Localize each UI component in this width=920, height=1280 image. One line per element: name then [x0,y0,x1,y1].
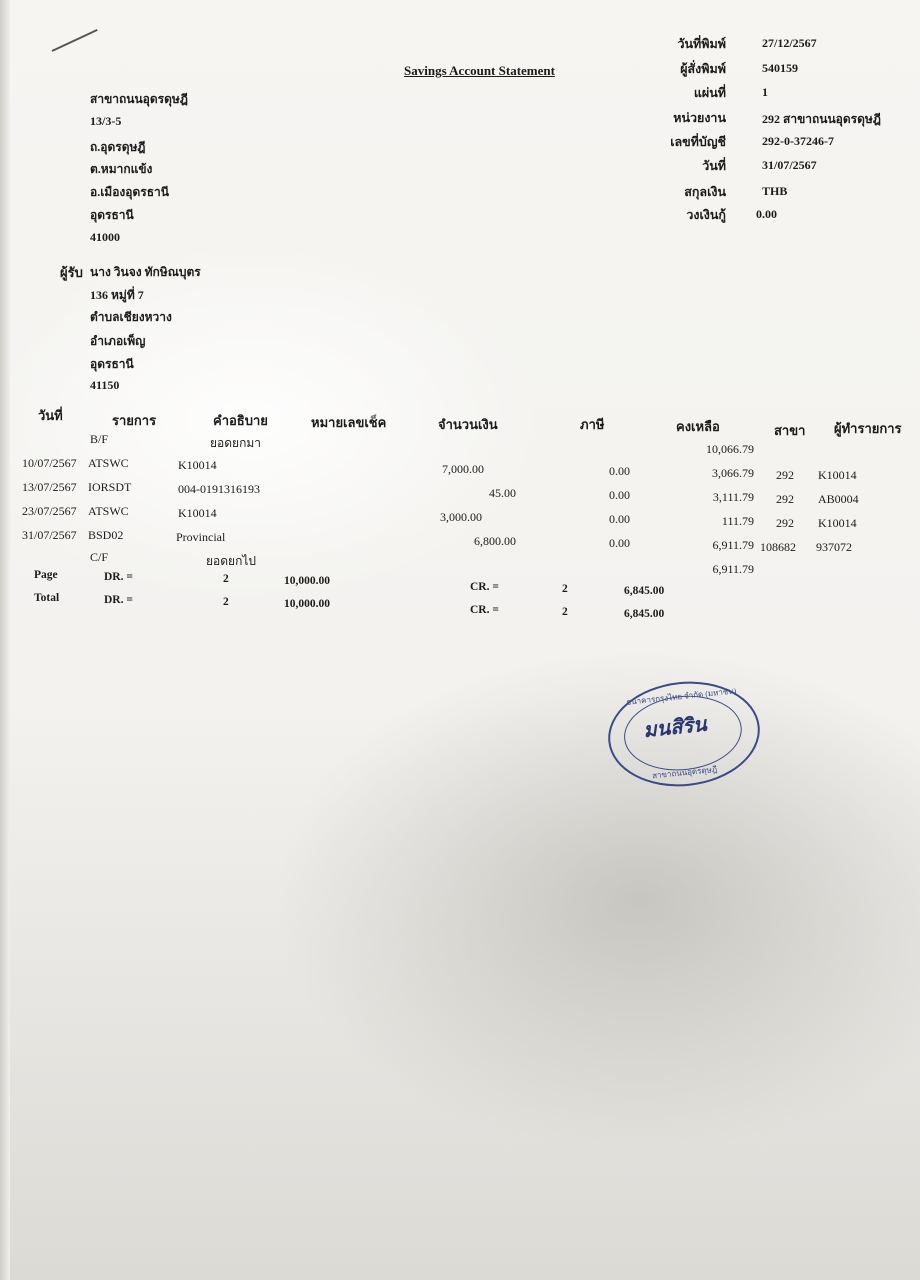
branch-address-line: ต.หมากแข้ง [90,162,153,176]
col-teller-header: ผู้ทำรายการ [834,421,902,436]
summary-total-dr-label: DR. = [104,594,133,606]
txn-date: 10/07/2567 [22,456,77,470]
recipient-line: นาง วินจง ทักษิณบุตร [90,265,201,279]
print-date-label: วันที่พิมพ์ [677,37,726,51]
recipient-line: ตำบลเชียงหวาง [90,310,172,324]
txn-date: 13/07/2567 [22,480,77,494]
summary-page-dr-count: 2 [223,573,229,585]
col-tax-header: ภาษี [580,417,605,432]
sheet-no-value: 1 [762,85,768,99]
pen-mark [52,29,98,52]
col-cheque-header: หมายเลขเช็ค [311,415,387,430]
summary-total-dr-count: 2 [223,596,229,608]
txn-item: BSD02 [88,528,124,542]
currency-value: THB [762,184,788,198]
branch-address-line: อุดรธานี [90,208,134,222]
paper-edge [0,0,10,1280]
stamp-top-text: ธนาคารกรุงไทย จำกัด (มหาชน) [625,686,737,707]
txn-balance: 3,066.79 [712,466,754,480]
summary-total-cr-count: 2 [562,606,568,618]
credit-limit-value: 0.00 [756,207,777,221]
summary-total-cr-amount: 6,845.00 [624,608,665,620]
txn-debit: 7,000.00 [442,462,484,476]
summary-page-dr-label: DR. = [104,571,133,583]
txn-item: ATSWC [88,504,129,518]
txn-teller: 937072 [816,540,852,554]
account-no-label: เลขที่บัญชี [670,135,726,149]
bf-item: B/F [90,432,109,446]
stamp-bottom-text: สาขาถนนอุดรดุษฎี [651,764,718,781]
account-no-value: 292-0-37246-7 [762,134,834,148]
txn-item: IORSDT [88,480,132,494]
txn-description: 004-0191316193 [178,482,260,496]
recipient-line: 136 หมู่ที่ 7 [90,288,144,302]
print-date-value: 27/12/2567 [762,36,817,50]
statement-title: Savings Account Statement [404,63,555,78]
recipient-line: อำเภอเพ็ญ [90,334,146,348]
txn-description: K10014 [178,506,217,520]
txn-description: Provincial [176,530,226,544]
currency-label: สกุลเงิน [684,185,726,199]
txn-branch: 292 [776,516,794,530]
statement-date-label: วันที่ [702,159,726,173]
txn-balance: 6,911.79 [712,538,754,552]
txn-balance: 3,111.79 [712,490,754,504]
cf-balance: 6,911.79 [712,562,754,576]
txn-teller: K10014 [818,516,857,530]
cf-item: C/F [90,550,109,564]
txn-tax: 0.00 [609,488,630,502]
txn-tax: 0.00 [609,536,630,550]
col-description-header: คำอธิบาย [213,413,268,428]
col-item-header: รายการ [112,413,157,428]
summary-total-label: Total [34,592,60,604]
txn-item: ATSWC [88,456,129,470]
txn-debit: 3,000.00 [440,510,482,524]
credit-limit-label: วงเงินกู้ [686,208,726,222]
txn-description: K10014 [178,458,217,472]
printed-by-label: ผู้สั่งพิมพ์ [680,62,726,76]
txn-credit: 6,800.00 [474,534,516,548]
branch-address-line: ถ.อุดรดุษฎี [90,140,146,154]
col-balance-header: คงเหลือ [676,419,720,434]
txn-tax: 0.00 [609,464,630,478]
summary-total-dr-amount: 10,000.00 [284,598,330,610]
unit-label: หน่วยงาน [673,111,726,125]
sheet-no-label: แผ่นที่ [693,86,726,100]
branch-address-line: สาขาถนนอุดรดุษฎี [90,92,188,106]
printed-by-value: 540159 [762,61,798,75]
txn-balance: 111.79 [721,514,754,528]
summary-page-cr-label: CR. = [470,581,499,593]
txn-branch: 108682 [760,540,796,554]
txn-branch: 292 [776,492,794,506]
bf-balance: 10,066.79 [706,442,754,456]
txn-teller: K10014 [818,468,857,482]
bf-description: ยอดยกมา [210,436,261,450]
summary-total-cr-label: CR. = [470,604,499,616]
bank-stamp [603,674,765,793]
txn-tax: 0.00 [609,512,630,526]
txn-date: 23/07/2567 [22,504,77,518]
stamp-signature: มนสิริน [642,713,708,743]
txn-teller: AB0004 [818,492,859,506]
statement-date-value: 31/07/2567 [762,158,817,172]
txn-date: 31/07/2567 [22,528,77,542]
cf-description: ยอดยกไป [206,554,256,568]
col-branch-header: สาขา [774,423,806,438]
branch-address-line: 13/3-5 [90,114,122,128]
col-date-header: วันที่ [38,408,63,423]
summary-page-label: Page [34,569,58,581]
txn-branch: 292 [776,468,794,482]
summary-page-cr-count: 2 [562,583,568,595]
recipient-line: 41150 [90,378,120,392]
recipient-label: ผู้รับ [60,265,83,280]
summary-page-cr-amount: 6,845.00 [624,585,665,597]
summary-page-dr-amount: 10,000.00 [284,575,330,587]
branch-address-line: อ.เมืองอุดรธานี [90,185,169,199]
unit-value: 292 สาขาถนนอุดรดุษฎี [762,112,881,126]
recipient-line: อุดรธานี [90,357,134,371]
col-amount-header: จำนวนเงิน [438,417,498,432]
txn-credit: 45.00 [489,486,516,500]
branch-address-line: 41000 [90,230,120,244]
